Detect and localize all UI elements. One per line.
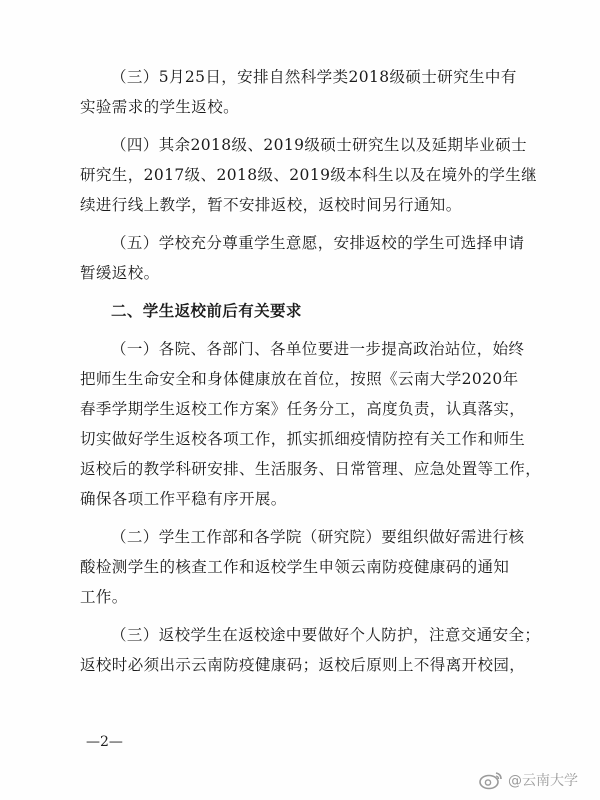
paragraph	[80, 130, 540, 220]
page-number: —2—	[86, 734, 123, 750]
paragraph-line: 实验需求的学生返校。	[80, 98, 240, 116]
paragraph-line: 返校后的教学科研安排、生活服务、日常管理、应急处置等工作，	[80, 460, 542, 478]
watermark-text: @云南大学	[508, 773, 578, 789]
paragraph-line: 把师生生命安全和身体健康放在首位，按照《云南大学2020年	[80, 370, 519, 388]
paragraph-line: 暂缓返校。	[80, 264, 160, 282]
weibo-icon	[478, 770, 504, 790]
paragraph-line: （三）5月25日，安排自然科学类2018级硕士研究生中有	[111, 68, 517, 86]
weibo-watermark	[478, 770, 578, 790]
paragraph	[80, 620, 540, 680]
paragraph-line: 工作。	[80, 588, 128, 606]
paragraph	[80, 522, 540, 612]
paragraph-line: 切实做好学生返校各项工作，抓实抓细疫情防控有关工作和师生	[80, 430, 526, 448]
document-body	[80, 62, 540, 688]
paragraph	[80, 334, 540, 514]
paragraph-line: （五）学校充分尊重学生意愿，安排返校的学生可选择申请	[111, 234, 525, 252]
paragraph	[80, 228, 540, 288]
paragraph-line: 返校时必须出示云南防疫健康码；返校后原则上不得离开校园，	[80, 656, 526, 674]
paragraph-line: 续进行线上教学，暂不安排返校，返校时间另行通知。	[80, 196, 462, 214]
paragraph-line: （三）返校学生在返校途中要做好个人防护，注意交通安全；	[111, 626, 541, 644]
paragraph-line: （四）其余2018级、2019级硕士研究生以及延期毕业硕士	[111, 136, 527, 154]
paragraph-line: 酸检测学生的核查工作和返校学生申领云南防疫健康码的通知	[80, 558, 510, 576]
paragraph-line: （一）各院、各部门、各单位要进一步提高政治站位，始终	[111, 340, 525, 358]
paragraph	[80, 62, 540, 122]
paragraph-line: 确保各项工作平稳有序开展。	[80, 490, 287, 508]
paragraph-line: （二）学生工作部和各学院（研究院）要组织做好需进行核	[111, 528, 525, 546]
paragraph-line: 研究生，2017级、2018级、2019级本科生以及在境外的学生继	[80, 166, 538, 184]
section-heading: 二、学生返校前后有关要求	[111, 302, 302, 320]
paragraph-line: 春季学期学生返校工作方案》任务分工，高度负责，认真落实，	[80, 400, 526, 418]
